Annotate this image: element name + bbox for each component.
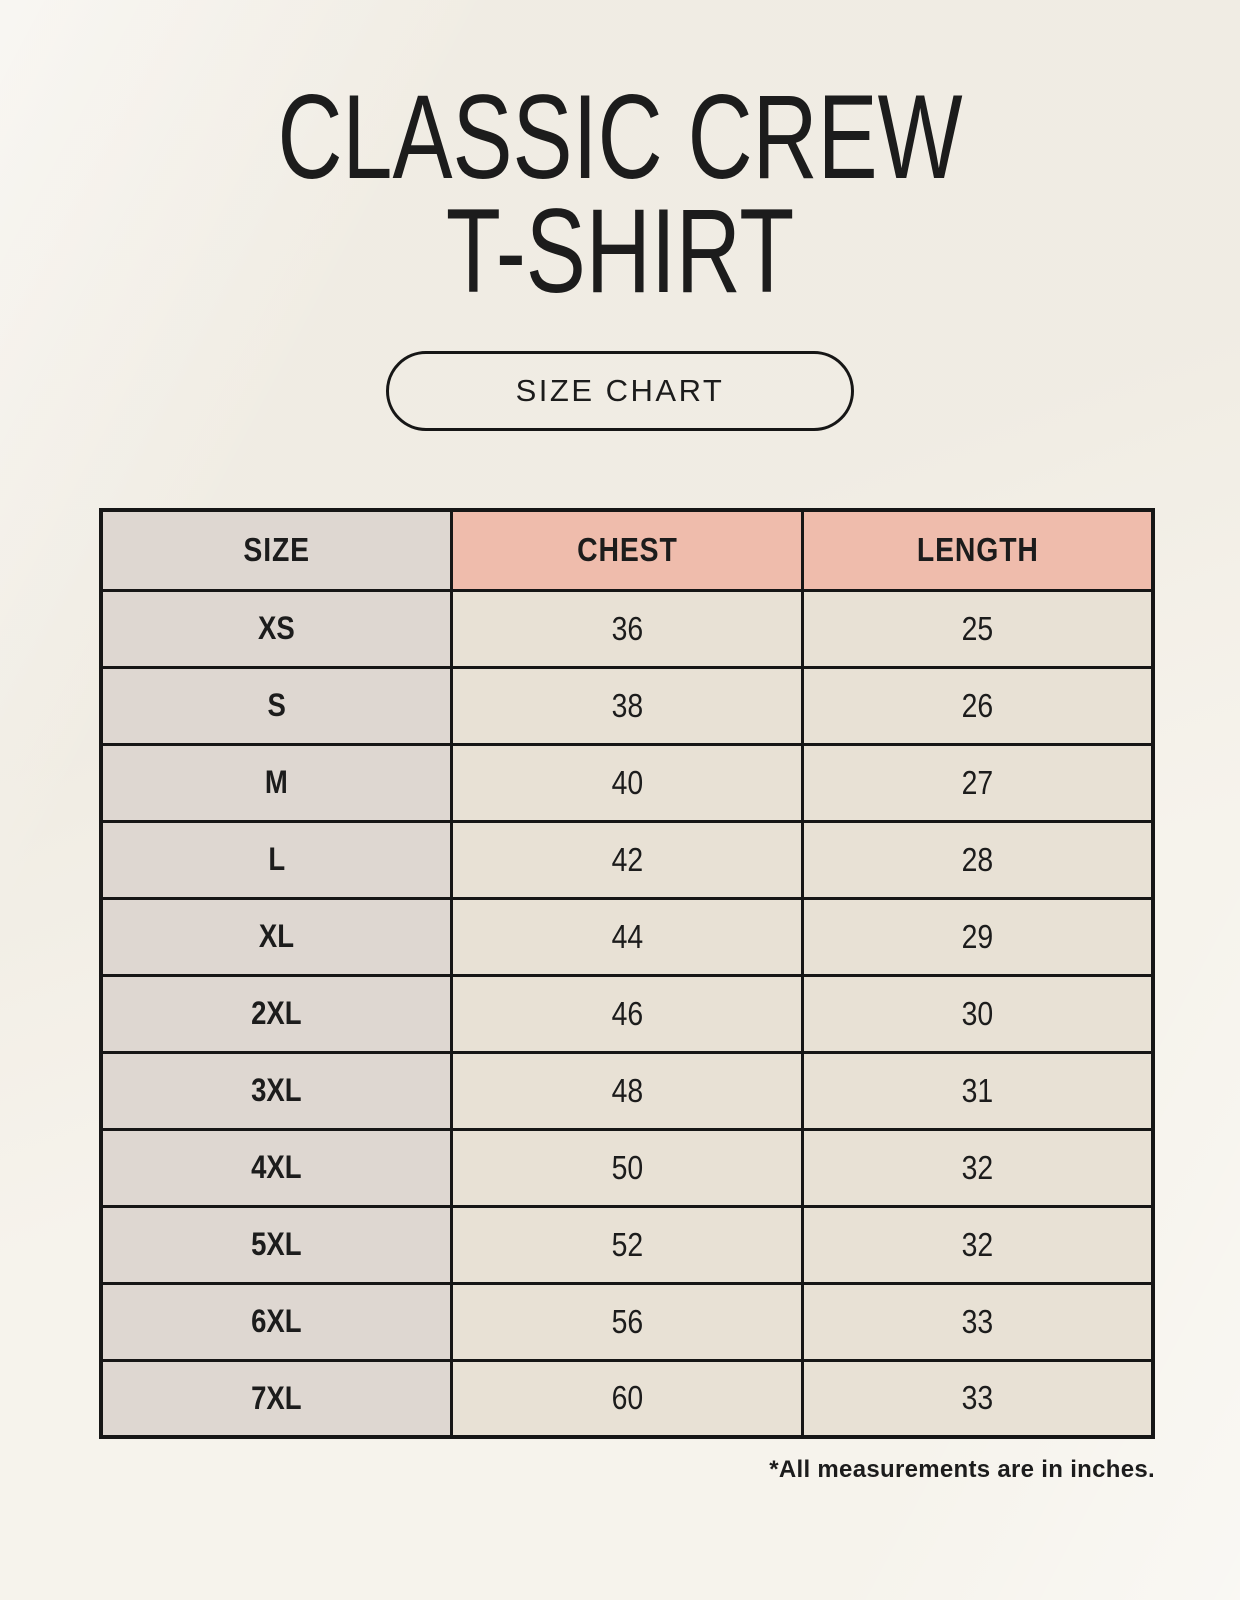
chest-cell: [452, 1283, 803, 1360]
size-cell: [101, 1206, 452, 1283]
table-row: [101, 898, 1153, 975]
table-row: [101, 744, 1153, 821]
length-cell-value: 33: [961, 1302, 994, 1340]
size-cell-label: L: [268, 841, 285, 877]
column-header-chest-label: CHEST: [576, 531, 678, 569]
table-row: [101, 1206, 1153, 1283]
chest-cell-value: 38: [611, 686, 643, 724]
size-cell: [101, 1283, 452, 1360]
size-cell: [101, 744, 452, 821]
table-header-row: [101, 510, 1153, 590]
chest-cell-value: 36: [611, 609, 643, 647]
chest-cell-value: 50: [611, 1148, 643, 1186]
size-cell-label: S: [267, 687, 286, 723]
chest-cell: [452, 1206, 803, 1283]
size-cell-label: XS: [258, 610, 295, 646]
table-row: [101, 821, 1153, 898]
size-cell-label: 2XL: [251, 995, 302, 1031]
length-cell-value: 30: [961, 994, 994, 1032]
size-cell: [101, 1129, 452, 1206]
size-table-body: [101, 590, 1153, 1437]
length-cell: [802, 744, 1153, 821]
size-cell: [101, 975, 452, 1052]
length-cell-value: 27: [961, 763, 994, 801]
size-cell: [101, 667, 452, 744]
chest-cell: [452, 667, 803, 744]
chest-cell: [452, 1129, 803, 1206]
length-cell: [802, 1360, 1153, 1437]
length-cell-value: 31: [961, 1071, 994, 1109]
length-cell: [802, 1052, 1153, 1129]
length-cell: [802, 590, 1153, 667]
length-cell-value: 28: [961, 840, 994, 878]
chest-cell-value: 48: [611, 1071, 643, 1109]
table-row: [101, 975, 1153, 1052]
chest-cell: [452, 744, 803, 821]
size-cell-label: 5XL: [251, 1226, 302, 1262]
length-cell-value: 33: [961, 1379, 994, 1417]
size-cell: [101, 1052, 452, 1129]
size-cell: [101, 898, 452, 975]
table-row: [101, 1360, 1153, 1437]
chest-cell: [452, 590, 803, 667]
chest-cell-value: 40: [611, 763, 643, 801]
column-header-length-label: LENGTH: [916, 531, 1039, 569]
chest-cell-value: 46: [611, 994, 643, 1032]
column-header-length: [802, 510, 1153, 590]
page-title: [155, 70, 1085, 318]
chest-cell: [452, 821, 803, 898]
size-chart-button[interactable]: [386, 351, 854, 431]
table-row: [101, 1283, 1153, 1360]
size-cell-label: M: [265, 764, 289, 800]
size-cell-label: 4XL: [251, 1149, 302, 1185]
size-cell-label: 6XL: [251, 1303, 302, 1339]
length-cell-value: 32: [961, 1225, 994, 1263]
table-row: [101, 590, 1153, 667]
column-header-chest: [452, 510, 803, 590]
length-cell-value: 25: [961, 609, 994, 647]
length-cell: [802, 1283, 1153, 1360]
length-cell-value: 32: [961, 1148, 994, 1186]
length-cell: [802, 667, 1153, 744]
table-row: [101, 1052, 1153, 1129]
length-cell-value: 29: [961, 917, 994, 955]
column-header-size-label: SIZE: [243, 531, 310, 569]
size-cell-label: 7XL: [251, 1379, 302, 1416]
chest-cell-value: 44: [611, 917, 643, 955]
length-cell: [802, 975, 1153, 1052]
size-cell: [101, 821, 452, 898]
length-cell: [802, 821, 1153, 898]
size-cell-label: XL: [258, 918, 295, 954]
chest-cell: [452, 1052, 803, 1129]
size-table-header: [101, 510, 1153, 590]
title-line-1: CLASSIC CREW: [277, 70, 963, 204]
chest-cell: [452, 1360, 803, 1437]
length-cell: [802, 898, 1153, 975]
title-line-2: T-SHIRT: [445, 184, 795, 318]
size-cell-label: 3XL: [251, 1072, 302, 1108]
column-header-size: [101, 510, 452, 590]
table-row: [101, 1129, 1153, 1206]
chest-cell-value: 42: [611, 840, 643, 878]
chest-cell-value: 56: [611, 1302, 643, 1340]
size-table: [99, 508, 1155, 1439]
length-cell: [802, 1129, 1153, 1206]
table-row: [101, 667, 1153, 744]
size-chart-button-label: SIZE CHART: [515, 373, 725, 408]
measurements-footnote: *All measurements are in inches.: [769, 1456, 1155, 1483]
size-cell: [101, 590, 452, 667]
size-cell: [101, 1360, 452, 1437]
length-cell: [802, 1206, 1153, 1283]
chest-cell-value: 52: [611, 1225, 643, 1263]
length-cell-value: 26: [961, 686, 994, 724]
chest-cell: [452, 975, 803, 1052]
chest-cell-value: 60: [611, 1379, 643, 1417]
chest-cell: [452, 898, 803, 975]
